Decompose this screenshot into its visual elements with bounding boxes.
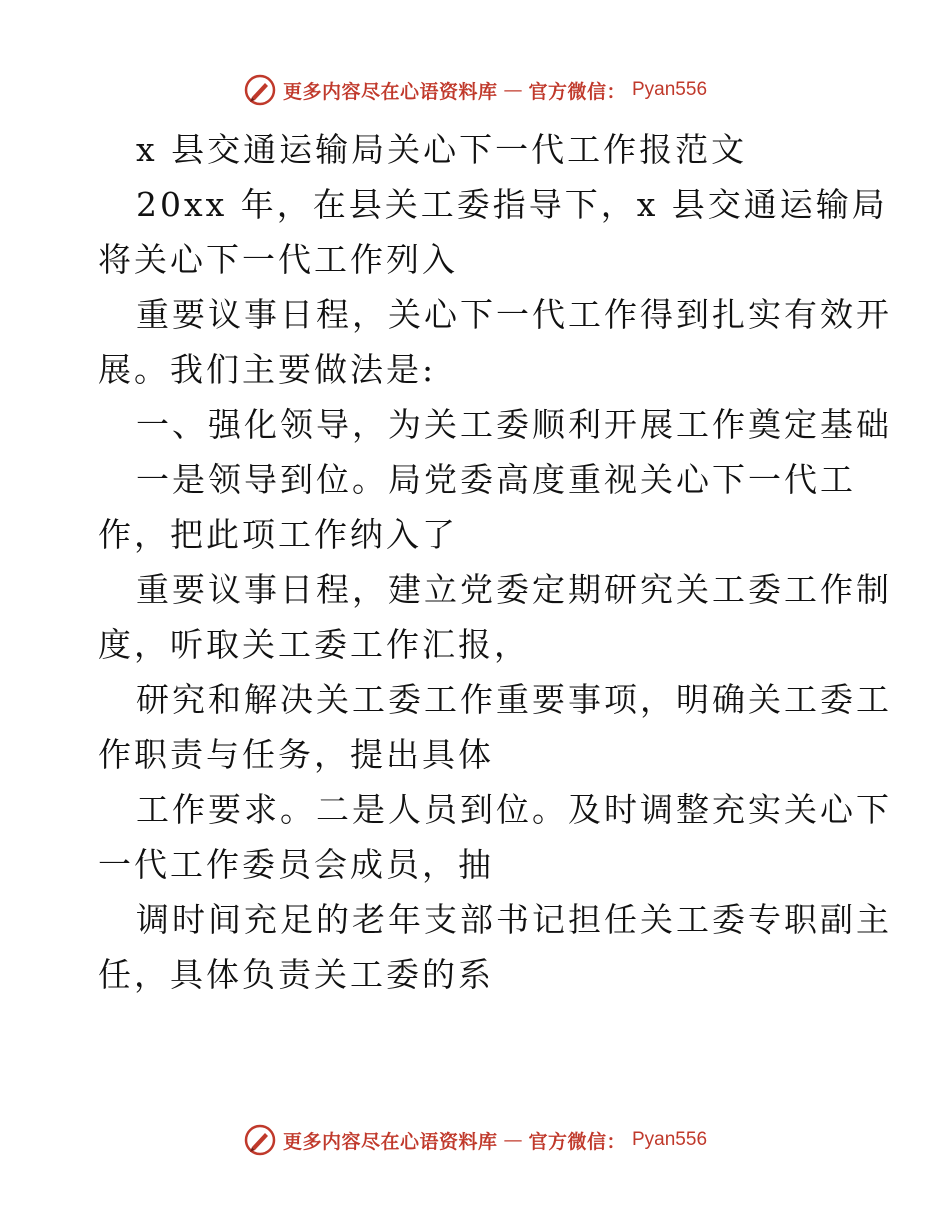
paragraph-line: 任，具体负责关工委的系 [98, 955, 494, 994]
footer-watermark-handle: Pyan556 [632, 1129, 708, 1150]
header-watermark-text: 更多内容尽在心语资料库 [282, 80, 498, 103]
paragraph-line: 工作要求。二是人员到位。及时调整充实关心下 [136, 790, 892, 829]
pen-logo-icon [243, 73, 277, 107]
footer-watermark-dash: — [503, 1129, 523, 1151]
paragraph-line: 作职责与任务，提出具体 [98, 735, 494, 774]
paragraph-line: 作，把此项工作纳入了 [98, 515, 458, 554]
footer-watermark-suffix: 官方微信： [528, 1130, 626, 1153]
header-watermark [0, 70, 950, 110]
footer-watermark-inner [243, 1123, 707, 1157]
paragraph-line: 重要议事日程，关心下一代工作得到扎实有效开 [136, 295, 892, 334]
header-watermark-handle: Pyan556 [632, 79, 708, 100]
paragraph-line: 一代工作委员会成员，抽 [98, 845, 494, 884]
footer-watermark-text: 更多内容尽在心语资料库 [282, 1130, 498, 1153]
paragraph-line: 将关心下一代工作列入 [98, 240, 458, 279]
paragraph-line: 一是领导到位。局党委高度重视关心下一代工 [136, 460, 856, 499]
paragraph-line: 重要议事日程，建立党委定期研究关工委工作制 [136, 570, 892, 609]
paragraph-line: 度，听取关工委工作汇报， [98, 625, 530, 664]
header-watermark-dash: — [503, 79, 523, 101]
paragraph-line: 20xx 年，在县关工委指导下，x 县交通运输局 [136, 185, 888, 224]
document-title: x 县交通运输局关心下一代工作报范文 [136, 130, 748, 169]
header-watermark-inner [243, 73, 707, 107]
section-heading: 一、强化领导，为关工委顺利开展工作奠定基础 [136, 405, 892, 444]
pen-logo-icon [243, 1123, 277, 1157]
header-watermark-suffix: 官方微信： [528, 80, 626, 103]
paragraph-line: 调时间充足的老年支部书记担任关工委专职副主 [136, 900, 892, 939]
document-body [98, 122, 892, 1002]
paragraph-line: 研究和解决关工委工作重要事项，明确关工委工 [136, 680, 892, 719]
footer-watermark [0, 1120, 950, 1160]
paragraph-line: 展。我们主要做法是: [98, 350, 437, 389]
